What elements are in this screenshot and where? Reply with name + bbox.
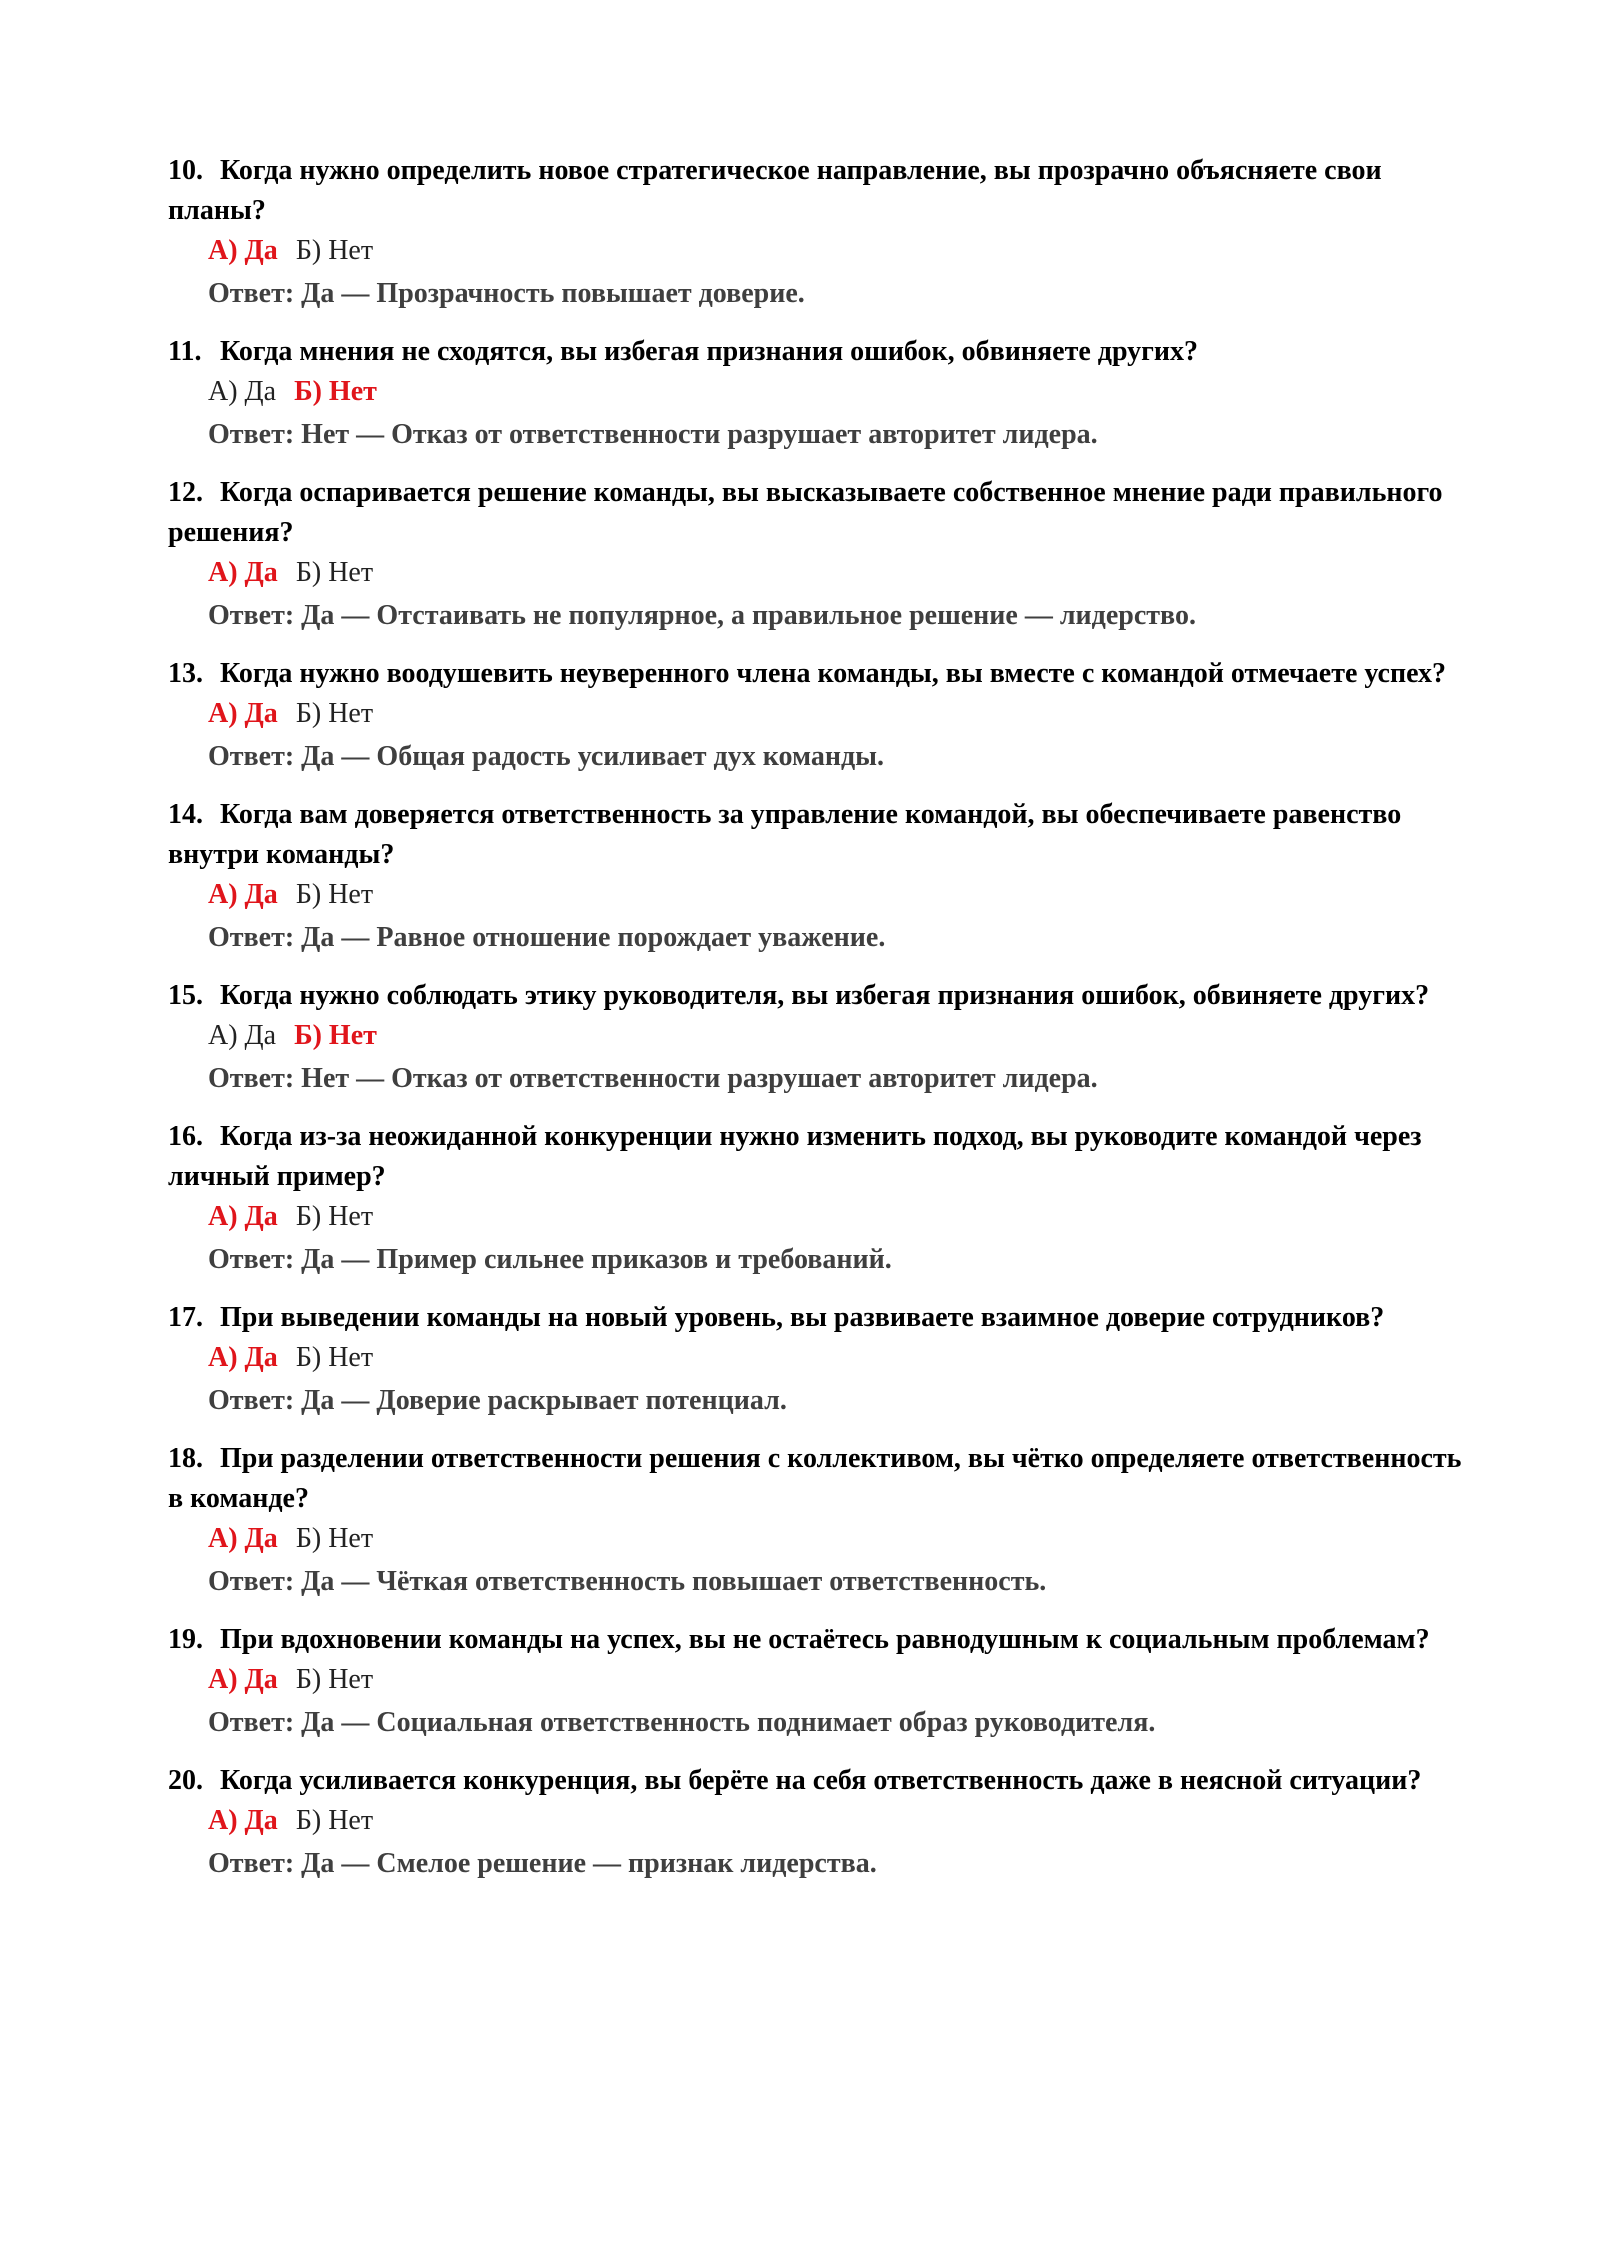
- answer-explanation: Ответ: Да — Общая радость усиливает дух команды.: [208, 741, 884, 772]
- answer-options: [208, 1660, 1480, 1703]
- option-a[interactable]: А) Да: [208, 1201, 278, 1232]
- answer-options: [208, 553, 1480, 596]
- question-text: [168, 332, 1480, 372]
- question-number: 11.: [168, 336, 202, 367]
- question-item: [168, 654, 1480, 777]
- question-item: [168, 332, 1480, 455]
- answer-options: [208, 694, 1480, 737]
- option-b[interactable]: Б) Нет: [295, 879, 374, 910]
- answer-explanation: Ответ: Да — Смелое решение — признак лидерства.: [208, 1848, 877, 1879]
- question-item: [168, 1117, 1480, 1280]
- question-item: [168, 1298, 1480, 1421]
- option-a[interactable]: А) Да: [208, 879, 278, 910]
- question-body: Когда вам доверяется ответственность за управление командой, вы обеспечиваете равенство внутри команды?: [168, 799, 1402, 870]
- question-item: [168, 976, 1480, 1099]
- question-body: Когда усиливается конкуренция, вы берёте на себя ответственность даже в неясной ситуации?: [220, 1765, 1422, 1796]
- answer-explanation: Ответ: Да — Отстаивать не популярное, а правильное решение — лидерство.: [208, 600, 1196, 631]
- option-a[interactable]: А) Да: [208, 1342, 278, 1373]
- question-body: Когда нужно воодушевить неуверенного члена команды, вы вместе с командой отмечаете успех?: [220, 658, 1446, 689]
- question-item: [168, 1620, 1480, 1743]
- option-a[interactable]: А) Да: [208, 376, 277, 407]
- option-b[interactable]: Б) Нет: [295, 1664, 374, 1695]
- answer-options: [208, 1338, 1480, 1381]
- option-b[interactable]: Б) Нет: [294, 1020, 377, 1051]
- answer-explanation: Ответ: Да — Чёткая ответственность повышает ответственность.: [208, 1566, 1047, 1597]
- question-body: При выведении команды на новый уровень, вы развиваете взаимное доверие сотрудников?: [220, 1302, 1385, 1333]
- answer-options: [208, 1197, 1480, 1240]
- option-a[interactable]: А) Да: [208, 1664, 278, 1695]
- answer-options: [208, 1519, 1480, 1562]
- option-b[interactable]: Б) Нет: [294, 376, 377, 407]
- answer-explanation: Ответ: Да — Социальная ответственность поднимает образ руководителя.: [208, 1707, 1156, 1738]
- question-text: [168, 795, 1480, 875]
- question-body: При разделении ответственности решения с коллективом, вы чётко определяете ответственность в команде?: [168, 1443, 1462, 1514]
- question-body: Когда оспаривается решение команды, вы высказываете собственное мнение ради правильного решения?: [168, 477, 1443, 548]
- question-text: [168, 976, 1480, 1016]
- question-number: 10.: [168, 155, 203, 186]
- question-text: [168, 473, 1480, 553]
- question-body: При вдохновении команды на успех, вы не остаётесь равнодушным к социальным проблемам?: [220, 1624, 1430, 1655]
- answer-explanation: Ответ: Да — Равное отношение порождает уважение.: [208, 922, 886, 953]
- question-number: 17.: [168, 1302, 203, 1333]
- answer-explanation: Ответ: Да — Прозрачность повышает доверие.: [208, 278, 805, 309]
- answer-options: [208, 1801, 1480, 1844]
- question-item: [168, 795, 1480, 958]
- question-item: [168, 473, 1480, 636]
- answer-explanation: Ответ: Нет — Отказ от ответственности разрушает авторитет лидера.: [208, 419, 1098, 450]
- question-text: [168, 1761, 1480, 1801]
- question-number: 20.: [168, 1765, 203, 1796]
- answer-options: [208, 875, 1480, 918]
- option-a[interactable]: А) Да: [208, 1523, 278, 1554]
- question-text: [168, 1439, 1480, 1519]
- question-item: [168, 151, 1480, 314]
- question-number: 12.: [168, 477, 203, 508]
- answer-explanation: Ответ: Да — Пример сильнее приказов и требований.: [208, 1244, 892, 1275]
- question-number: 13.: [168, 658, 203, 689]
- question-text: [168, 151, 1480, 231]
- option-b[interactable]: Б) Нет: [295, 1805, 374, 1836]
- question-number: 19.: [168, 1624, 203, 1655]
- question-text: [168, 1620, 1480, 1660]
- question-number: 16.: [168, 1121, 203, 1152]
- question-body: Когда нужно определить новое стратегическое направление, вы прозрачно объясняете свои планы?: [168, 155, 1382, 226]
- answer-options: [208, 231, 1480, 274]
- question-body: Когда мнения не сходятся, вы избегая признания ошибок, обвиняете других?: [220, 336, 1198, 367]
- answer-options: [208, 1016, 1480, 1059]
- answer-options: [208, 372, 1480, 415]
- question-number: 14.: [168, 799, 203, 830]
- question-text: [168, 1117, 1480, 1197]
- option-b[interactable]: Б) Нет: [295, 235, 374, 266]
- question-body: Когда из-за неожиданной конкуренции нужно изменить подход, вы руководите командой через личный пример?: [168, 1121, 1422, 1192]
- option-b[interactable]: Б) Нет: [295, 698, 374, 729]
- option-a[interactable]: А) Да: [208, 557, 278, 588]
- option-a[interactable]: А) Да: [208, 698, 278, 729]
- question-list: [168, 151, 1480, 1884]
- option-a[interactable]: А) Да: [208, 1805, 278, 1836]
- question-number: 15.: [168, 980, 203, 1011]
- question-body: Когда нужно соблюдать этику руководителя, вы избегая признания ошибок, обвиняете других?: [220, 980, 1430, 1011]
- answer-explanation: Ответ: Да — Доверие раскрывает потенциал.: [208, 1385, 787, 1416]
- option-a[interactable]: А) Да: [208, 235, 278, 266]
- question-item: [168, 1439, 1480, 1602]
- answer-explanation: Ответ: Нет — Отказ от ответственности разрушает авторитет лидера.: [208, 1063, 1098, 1094]
- option-b[interactable]: Б) Нет: [295, 1523, 374, 1554]
- option-a[interactable]: А) Да: [208, 1020, 277, 1051]
- question-text: [168, 654, 1480, 694]
- question-text: [168, 1298, 1480, 1338]
- question-item: [168, 1761, 1480, 1884]
- option-b[interactable]: Б) Нет: [295, 1342, 374, 1373]
- option-b[interactable]: Б) Нет: [295, 557, 374, 588]
- option-b[interactable]: Б) Нет: [295, 1201, 374, 1232]
- question-number: 18.: [168, 1443, 203, 1474]
